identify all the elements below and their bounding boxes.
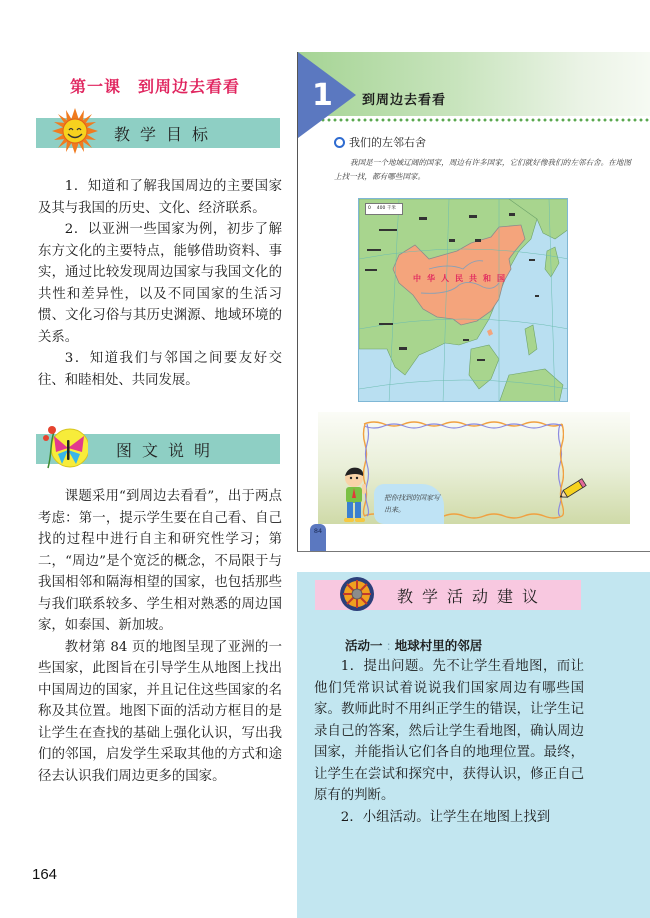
textbook-page-inset (297, 52, 650, 552)
goal-item: 3．知道我们与邻国之间要友好交往、和睦相处、共同发展。 (38, 351, 282, 388)
lesson-number: 1 (312, 78, 333, 113)
teaching-goals-heading: 教学目标 (114, 124, 219, 144)
inset-subheading (334, 134, 426, 150)
write-neighbors-activity-box (318, 412, 630, 524)
inset-lesson-title: 到周边去看看 (362, 93, 447, 108)
goal-item: 1．知道和了解我国周边的主要国家及其与我国的历史、文化、经济联系。 (38, 179, 282, 216)
sun-icon (52, 108, 98, 154)
inset-paragraph-text: 我国是一个地域辽阔的国家，周边有许多国家，它们就好像我们的左邻右舍。在地图上找一找，都有哪些国家。 (334, 158, 631, 181)
ring-bullet-icon (334, 137, 345, 148)
inset-paragraph (334, 156, 634, 184)
inset-page-number-tab: 84 (310, 524, 326, 552)
teaching-activities-heading: 教学活动建议 (397, 587, 548, 606)
activity-one-heading: 活动一 : 地球村里的邻居 (345, 638, 483, 653)
illustration-notes-text (38, 486, 282, 787)
asia-map (358, 198, 568, 402)
lesson-title: 第一课 到周边去看看 (70, 77, 241, 96)
teaching-activities-panel (297, 572, 650, 918)
speech-bubble: 把你找到的国家写出来。 (374, 484, 444, 524)
page-number: 164 (32, 866, 58, 883)
pencil-icon (558, 478, 588, 500)
activity-step: 2．小组活动。让学生在地图上找到 (340, 809, 551, 825)
activity-number: 活动一 (345, 638, 383, 653)
activity-step: 1．提出问题。先不让学生看地图，而让他们凭常识试着说说我们国家周边有哪些国家。教师此时不用纠正学生的错误，让学生记录自己的答案，然后让学生看地图，确认周边国家，并能指认它们各自的地理位置。最终，让学生在尝试和探究中，获得认识，修正自己原有的判断。 (314, 659, 584, 803)
activity-name: 地球村里的邻居 (394, 638, 483, 653)
goal-item: 2．以亚洲一些国家为例，初步了解东方文化的主要特点，能够借助资料、事实，通过比较发现周边国家与我国文化的共性和差异性，以及不同国家的生活习惯、文化习俗与其历史渊源、地域环境的关系。 (38, 222, 282, 345)
illustration-notes-heading: 图文说明 (116, 440, 221, 460)
notes-paragraph: 教材第 84 页的地图呈现了亚洲的一些国家，此图旨在引导学生从地图上找出中国周边的国家，并且记住这些国家的名称及其位置。地图下面的活动方框目的是让学生在查找的基础上强化认识，写出我们的邻国，启发学生采取其他的方式和途径去认识我们周边更多的国家。 (38, 639, 282, 784)
map-graphic (359, 199, 568, 402)
map-scale-bar: 0 400 千米 (365, 203, 403, 215)
dotted-divider (308, 118, 650, 122)
activity-steps (314, 656, 584, 828)
boy-character-icon (334, 466, 378, 524)
subheading-text: 我们的左邻右舍 (349, 136, 426, 149)
notes-paragraph: 课题采用“到周边去看看”，出于两点考虑：第一，提示学生要在自己看、自己找的过程中进行自主和研究性学习；第二，“周边”是个宽泛的概念，不局限于与我国相邻和隔海相望的国家，也包括那些与我们联系较多、学生相对熟悉的周边国家，如泰国、新加坡。 (38, 489, 282, 633)
compass-icon (339, 576, 375, 612)
butterfly-icon (40, 424, 88, 470)
teaching-goals-list (38, 176, 282, 391)
map-label-china: 中华人民共和国 (413, 274, 511, 283)
